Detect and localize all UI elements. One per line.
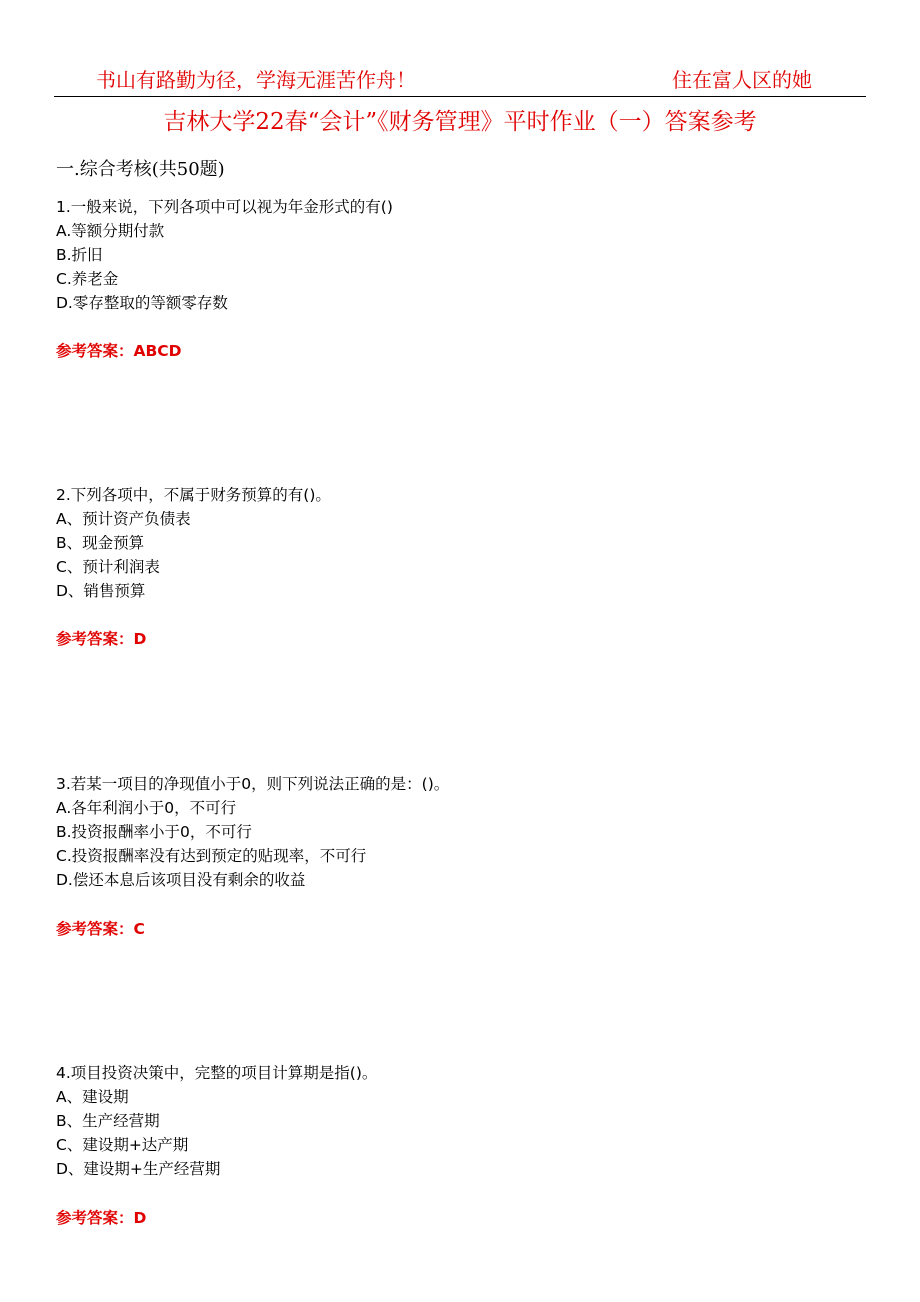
option-c: C.养老金 [56, 270, 119, 288]
option-b: B.折旧 [56, 246, 103, 264]
option-d: D、建设期+生产经营期 [56, 1160, 221, 1178]
option-d: D、销售预算 [56, 582, 146, 600]
question-stem: 2.下列各项中，不属于财务预算的有()。 [56, 486, 331, 504]
option-a: A.等额分期付款 [56, 222, 165, 240]
option-d: D.零存整取的等额零存数 [56, 294, 228, 312]
question-stem: 1.一般来说，下列各项中可以视为年金形式的有() [56, 198, 393, 216]
header-divider [54, 96, 866, 97]
document-title: 吉林大学22春“会计”《财务管理》平时作业（一）答案参考 [163, 109, 757, 135]
question-4 [56, 1061, 876, 1181]
option-b: B、生产经营期 [56, 1112, 160, 1130]
option-c: C.投资报酬率没有达到预定的贴现率，不可行 [56, 847, 367, 865]
section-title: 一.综合考核(共50题) [56, 159, 225, 180]
option-c: C、建设期+达产期 [56, 1136, 189, 1154]
question-1 [56, 195, 876, 315]
option-d: D.偿还本息后该项目没有剩余的收益 [56, 871, 306, 889]
header-motto-left: 书山有路勤为径，学海无涯苦作舟！ [96, 68, 416, 92]
question-stem: 3.若某一项目的净现值小于0，则下列说法正确的是：()。 [56, 775, 450, 793]
question-stem: 4.项目投资决策中，完整的项目计算期是指()。 [56, 1064, 378, 1082]
option-c: C、预计利润表 [56, 558, 160, 576]
answer-3: 参考答案：C [56, 920, 145, 938]
answer-4: 参考答案：D [56, 1209, 147, 1227]
option-a: A、预计资产负债表 [56, 510, 191, 528]
option-b: B.投资报酬率小于0，不可行 [56, 823, 252, 841]
option-b: B、现金预算 [56, 534, 145, 552]
question-3 [56, 772, 876, 892]
header-motto-right: 住在富人区的她 [672, 68, 812, 92]
option-a: A、建设期 [56, 1088, 129, 1106]
question-2 [56, 483, 876, 603]
answer-2: 参考答案：D [56, 630, 147, 648]
option-a: A.各年利润小于0，不可行 [56, 799, 237, 817]
answer-1: 参考答案：ABCD [56, 342, 182, 360]
